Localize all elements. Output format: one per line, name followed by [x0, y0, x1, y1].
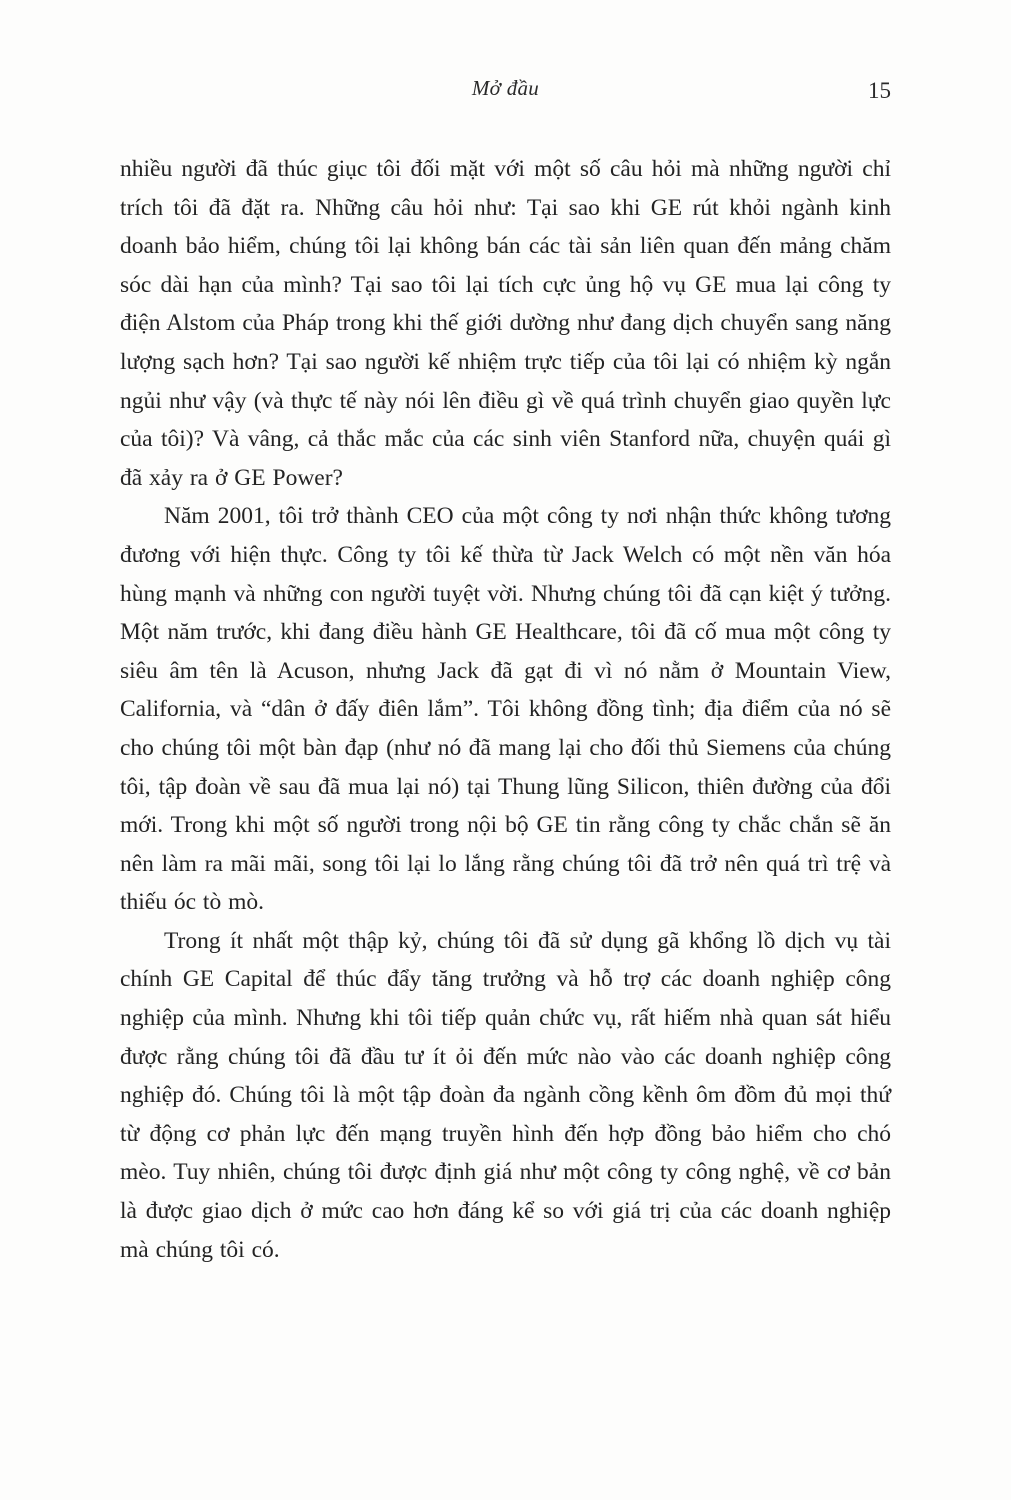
- paragraph: nhiều người đã thúc giục tôi đối mặt với một số câu hỏi mà những người chỉ trích tôi đã đặt ra. Những câu hỏi như: Tại sao khi GE rút khỏi ngành kinh doanh bảo hiểm, chúng tôi lại không bán các tài sản liên quan đến mảng chăm sóc dài hạn của mình? Tại sao tôi lại tích cực ủng hộ vụ GE mua lại công ty điện Alstom của Pháp trong khi thế giới dường như đang dịch chuyển sang năng lượng sạch hơn? Tại sao người kế nhiệm trực tiếp của tôi lại có nhiệm kỳ ngắn ngủi như vậy (và thực tế này nói lên điều gì về quá trình chuyển giao quyền lực của tôi)? Và vâng, cả thắc mắc của các sinh viên Stanford nữa, chuyện quái gì đã xảy ra ở GE Power?: [120, 156, 891, 491]
- paragraph: Trong ít nhất một thập kỷ, chúng tôi đã sử dụng gã khổng lồ dịch vụ tài chính GE Capital để thúc đẩy tăng trưởng và hỗ trợ các doanh nghiệp công nghiệp của mình. Nhưng khi tôi tiếp quản chức vụ, rất hiếm nhà quan sát hiểu được rằng chúng tôi đã đầu tư ít ỏi đến mức nào vào các doanh nghiệp công nghiệp đó. Chúng tôi là một tập đoàn đa ngành cồng kềnh ôm đồm đủ mọi thứ từ động cơ phản lực đến mạng truyền hình đến hợp đồng bảo hiểm cho chó mèo. Tuy nhiên, chúng tôi được định giá như một công ty công nghệ, về cơ bản là được giao dịch ở mức cao hơn đáng kể so với giá trị của các doanh nghiệp mà chúng tôi có.: [120, 927, 891, 1263]
- body-text: [120, 150, 891, 1269]
- paragraph: Năm 2001, tôi trở thành CEO của một công ty nơi nhận thức không tương đương với hiện thực. Công ty tôi kế thừa từ Jack Welch có một nền văn hóa hùng mạnh và những con người tuyệt vời. Nhưng chúng tôi đã cạn kiệt ý tưởng. Một năm trước, khi đang điều hành GE Healthcare, tôi đã cố mua một công ty siêu âm tên là Acuson, nhưng Jack đã gạt đi vì nó nằm ở Mountain View, California, và “dân ở đấy điên lắm”. Tôi không đồng tình; địa điểm của nó sẽ cho chúng tôi một bàn đạp (như nó đã mang lại cho đối thủ Siemens của chúng tôi, tập đoàn về sau đã mua lại nó) tại Thung lũng Silicon, thiên đường của đổi mới. Trong khi một số người trong nội bộ GE tin rằng công ty chắc chắn sẽ ăn nên làm ra mãi mãi, song tôi lại lo lắng rằng chúng tôi đã trở nên quá trì trệ và thiếu óc tò mò.: [120, 503, 891, 916]
- page-number: 15: [868, 78, 891, 103]
- page-header: [120, 0, 891, 110]
- running-title: Mở đầu: [471, 76, 540, 100]
